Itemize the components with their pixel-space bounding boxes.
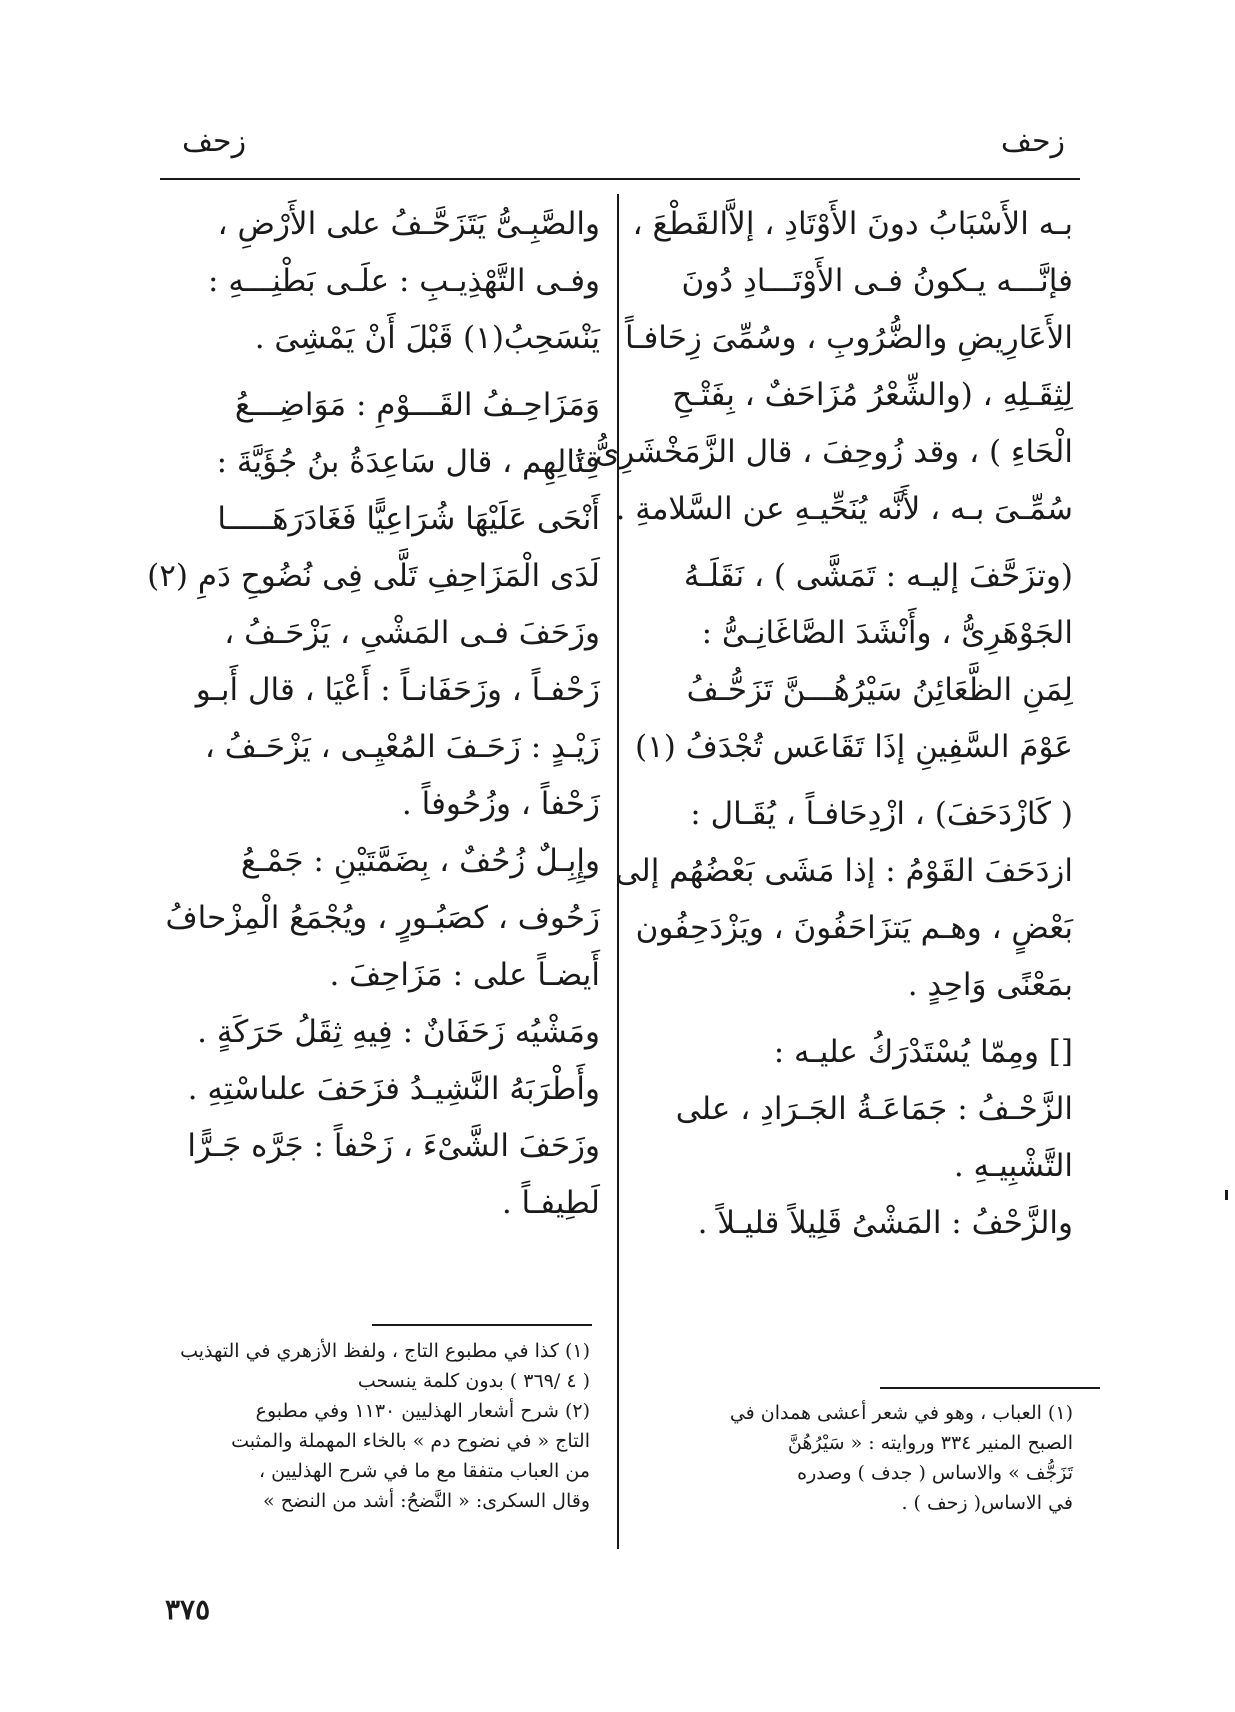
page-number: ٣٧٥ [165,1593,211,1626]
text-line: والزَّحْفُ : المَشْىُ قَلِيلاً قليـلاً . [697,1205,1073,1241]
verse-line: أَنْحَى عَلَيْهَا شُرَاعِيًّا فَغَادَرَهَـــــا [217,501,600,537]
footnote-line: التاج « في نضوح دم » بالخاء المهملة والمثبت [231,1430,590,1452]
header-headword-left: زحف [182,124,247,159]
footnote-line: في الاساس( زحف ) . [901,1492,1073,1514]
footnote-line: (١) العباب ، وهو في شعر أعشى همدان في [729,1402,1073,1424]
text-line: وإِبِـلٌ زُحُفٌ ، بِضَمَّتَيْنِ : جَمْـعُ [240,843,600,879]
text-line: ( كَازْدَحَفَ) ، ازْدِحَافـاً ، يُقَـال : [690,796,1073,832]
text-line: زَيْـدٍ : زَحَـفَ المُعْيِـى ، يَزْحَـفُ ، [204,729,600,765]
text-line: الْحَاءِ ) ، وقد زُوحِفَ ، قال الزَّمَخْشَرِىُّ : [574,434,1073,470]
verse-line: لِمَنِ الظَّعَائِنُ سَيْرُهُـــنَّ تَزَحُّـفُ [686,672,1073,708]
text-line: وفـى التَّهْذِيـبِ : علَـى بَطْنِـــهِ : [208,263,600,299]
text-line: (وتزَحَّفَ إليـه : تَمَشَّى ) ، نَقَلَـهُ [683,558,1073,594]
footnote-line: من العباب متفقا مع ما في شرح الهذليين ، [258,1460,590,1482]
text-line: فإنَّـــه يـكونُ فـى الأَوْتَـــادِ دُونَ [681,263,1073,299]
text-line: [] ومِمّا يُسْتَدْرَكُ عليـه : [773,1034,1073,1070]
text-line: لَطِيفـاً . [501,1185,600,1221]
left-column [147,196,600,1232]
footnote-line: تَزَجُّف » والاساس ( جدف ) وصدره [797,1462,1073,1484]
text-line: يَنْسَحِبُ(١) قَبْلَ أَنْ يَمْشِىَ . [254,320,600,356]
text-line: الجَوْهَرِىُّ ، وأَنْشَدَ الصَّاغَانِـىُّ : [701,615,1073,651]
text-line: قِتَالِهِم ، قال سَاعِدَةُ بنُ جُؤَيَّةَ : [216,444,600,480]
text-line: زَحْفـاً ، وزَحَفَانـاً : أَعْيَا ، قال أَبـو [195,672,600,708]
footnotes-left [160,1336,590,1516]
header-headword-right: زحف [1000,124,1065,159]
text-line: وَمَزَاحِـفُ القَـــوْمِ : مَوَاضِـــعُ [234,387,600,423]
text-line: أَيضـاً على : مَزَاحِفَ . [329,957,600,993]
right-column [574,196,1073,1252]
text-line: بمَعْنًى وَاحِدٍ . [907,967,1073,1003]
footnote-rule-left [372,1324,592,1326]
text-line: ازدَحَفَ القَوْمُ : إذا مَشَى بَعْضُهُم إلى [615,853,1073,889]
footnote-line: (١) كذا في مطبوع التاج ، ولفظ الأزهري في التهذيب [180,1340,590,1362]
text-line: التَّشْبِيـهِ . [953,1148,1073,1184]
text-line: زَحُوف ، كصَبُـورٍ ، ويُجْمَعُ الْمِزْحافُ [165,900,600,936]
text-line: زَحْفاً ، وزُحُوفاً . [401,786,600,822]
footnote-line: وقال السكرى: « النَّضحُ: أشد من النضح » [263,1490,590,1512]
text-line: والصَّبِـىُّ يَتَزَحَّـفُ على الأَرْضِ ، [217,206,600,242]
text-line: الزَّحْـفُ : جَمَاعَـةُ الجَـرَادِ ، على [675,1091,1073,1127]
text-line: بـه الأَسْبَابُ دونَ الأَوْتَادِ ، إلاَّالقَطْعَ ، [632,206,1073,242]
text-line: وزَحَفَ الشَّىْءَ ، زَحْفاً : جَرَّه جَـرًّا [187,1128,600,1164]
text-line: لِثِقَـلِهِ ، (والشِّعْرُ مُزَاحَفٌ ، بِفَتْـحِ [672,377,1073,413]
text-line: الأَعَارِيضِ والضُّرُوبِ ، وسُمِّىَ زِحَافـاً [624,320,1073,356]
scan-mark [1225,1190,1228,1200]
footnotes-right [643,1398,1073,1518]
text-line: ومَشْيُه زَحَفَانٌ : فِيهِ ثِقَلُ حَرَكَةٍ . [197,1014,600,1050]
text-line: بَعْضٍ ، وهـم يَتزَاحَفُونَ ، ويَزْدَحِفُون [635,910,1073,946]
verse-line: عَوْمَ السَّفِينِ إذَا تَقَاعَس تُجْدَفُ (١) [634,729,1073,765]
text-line: وأَطْرَبَهُ النَّشِيـدُ فزَحَفَ علىاسْتِهِ . [187,1071,600,1107]
text-line: وزَحَفَ فـى المَشْىِ ، يَزْحَـفُ ، [224,615,600,651]
footnote-line: ( ٤ /٣٦٩ ) بدون كلمة ينسحب [357,1370,590,1392]
footnote-line: (٢) شرح أشعار الهذليين ١١٣٠ وفي مطبوع [255,1400,590,1422]
text-line: سُمِّـىَ بـه ، لأَنَّه يُنَحِّيـهِ عن السَّلامةِ . [615,491,1073,527]
header-rule [160,178,1080,180]
footnote-rule-right [880,1387,1100,1389]
footnote-line: الصبح المنير ٣٣٤ وروايته : « سَيْرُهُنَّ [787,1432,1073,1454]
verse-line: لَدَى الْمَزَاحِفِ تَلَّى فِى نُضُوحِ دَمِ (٢) [147,558,600,594]
